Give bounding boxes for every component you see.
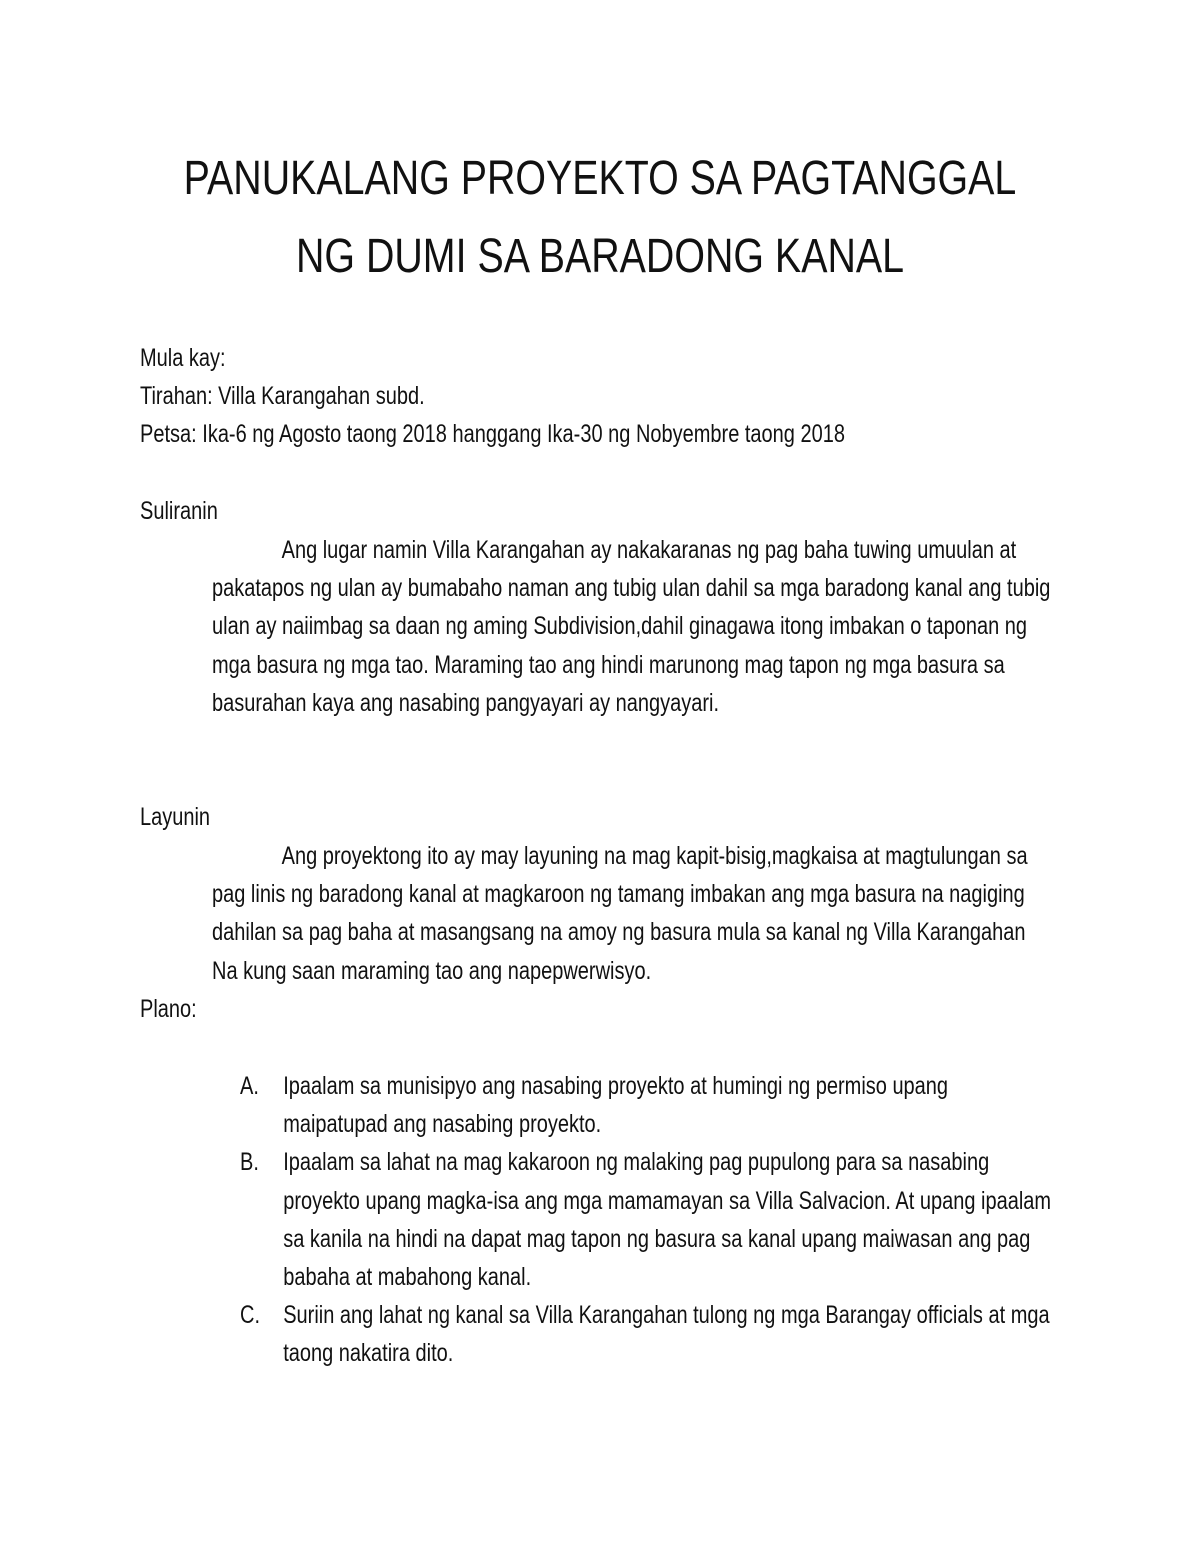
from-label: Mula kay:: [140, 344, 226, 372]
layunin-body: Ang proyektong ito ay may layuning na mag kapit-bisig,magkaisa at magtulungan sa pag linis ng baradong kanal at magkaroon ng tamang imbakan ang mga basura na nagiging dahilan sa pag baha at masangsang na amoy ng basura mula sa kanal ng Villa Karangahan Na kung saan maraming tao ang napepwerwisyo.: [212, 842, 1028, 985]
plano-item-text: Suriin ang lahat ng kanal sa Villa Karangahan tulong ng mga Barangay officials at mga taong nakatira dito.: [283, 1301, 1050, 1368]
document-title: [108, 140, 1092, 296]
plano-item-text: Ipaalam sa munisipyo ang nasabing proyekto at humingi ng permiso upang maipatupad ang nasabing proyekto.: [283, 1072, 949, 1139]
plano-heading: Plano:: [140, 995, 197, 1023]
address-line: Tirahan: Villa Karangahan subd.: [140, 382, 425, 410]
suliranin-body: Ang lugar namin Villa Karangahan ay nakakaranas ng pag baha tuwing umuulan at pakatapos ng ulan ay bumabaho naman ang tubig ulan dahil sa mga baradong kanal ang tubig ulan ay naiimbag sa daan ng aming Subdivision,dahil ginagawa itong imbakan o taponan ng mga basura ng mga tao. Maraming tao ang hindi marunong mag tapon ng mga basura sa basurahan kaya ang nasabing pangyayari ay nangyayari.: [212, 536, 1051, 717]
title-line-1: PANUKALANG PROYEKTO SA PAGTANGGAL: [183, 152, 1017, 205]
plano-marker: B.: [240, 1148, 259, 1177]
layunin-paragraph: [212, 837, 1052, 990]
layunin-heading: Layunin: [140, 803, 211, 831]
date-line: Petsa: Ika-6 ng Agosto taong 2018 hanggang Ika-30 ng Nobyembre taong 2018: [140, 420, 845, 448]
plano-list: [240, 1067, 1056, 1373]
plano-item-c: [240, 1296, 1056, 1372]
title-line-2: NG DUMI SA BARADONG KANAL: [295, 230, 905, 283]
plano-item-text: Ipaalam sa lahat na mag kakaroon ng malaking pag pupulong para sa nasabing proyekto upang magka-isa ang mga mamamayan sa Villa Salvacion. At upang ipaalam sa kanila na hindi na dapat mag tapon ng basura sa kanal upang maiwasan ang pag babaha at mabahong kanal.: [283, 1148, 1052, 1292]
suliranin-paragraph: [212, 531, 1052, 722]
suliranin-heading: Suliranin: [140, 497, 218, 525]
plano-marker: C.: [240, 1301, 260, 1330]
plano-item-a: [240, 1067, 1056, 1143]
plano-item-b: [240, 1143, 1056, 1296]
plano-marker: A.: [240, 1072, 259, 1100]
